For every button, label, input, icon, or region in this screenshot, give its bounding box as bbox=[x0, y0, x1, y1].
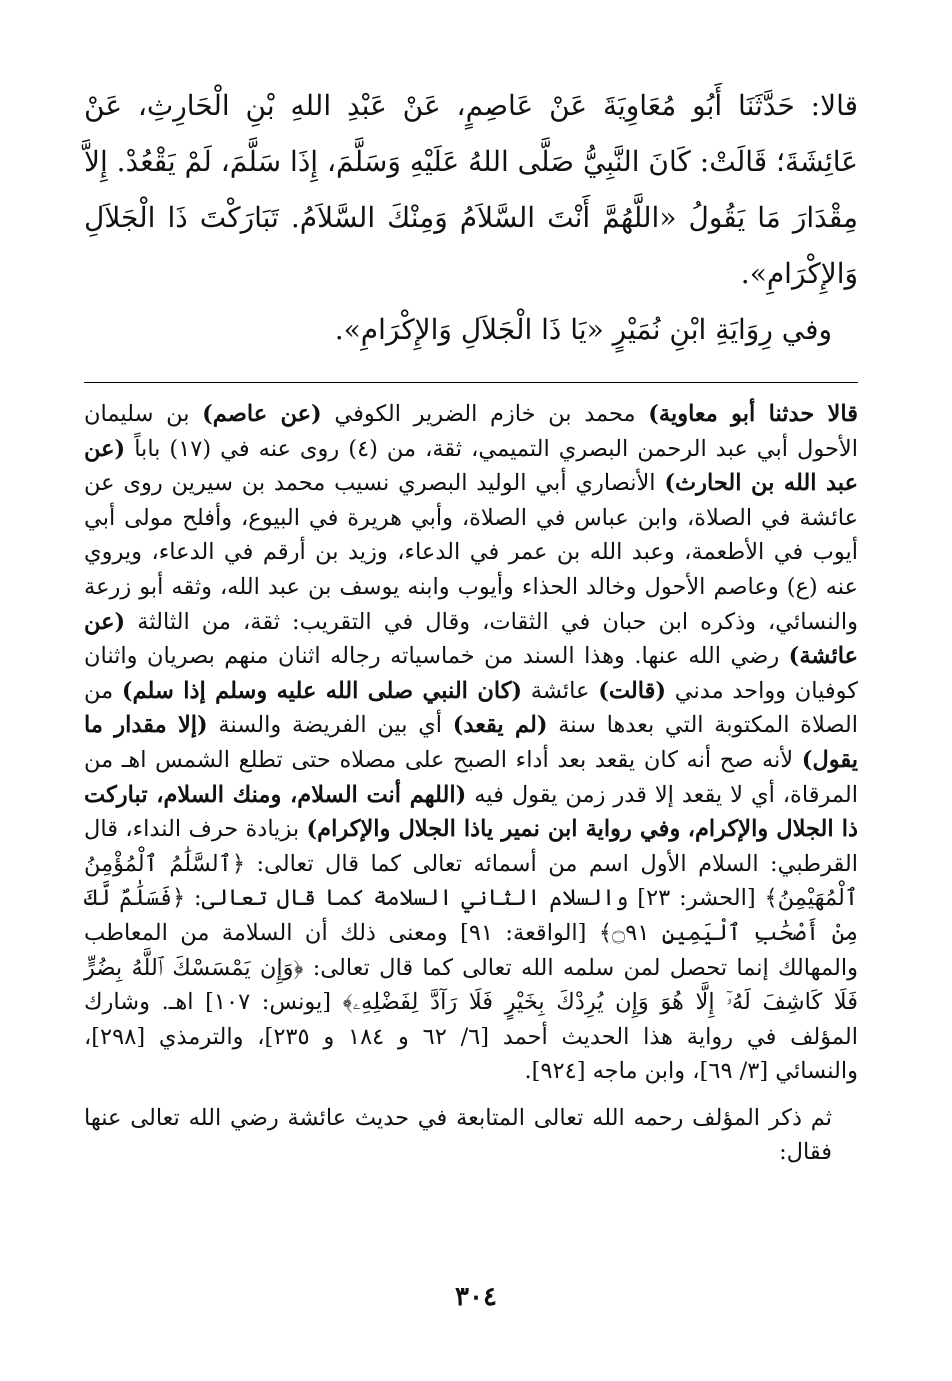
commentary-text: أي بين الفريضة والسنة bbox=[207, 712, 453, 739]
commentary-keyword: (قالت) bbox=[598, 677, 667, 704]
commentary-keyword: (إلا مقدار ما يقول) bbox=[84, 712, 858, 773]
commentary-text: عائشة bbox=[522, 677, 599, 704]
commentary-keyword: (عن عبد الله بن الحارث) bbox=[84, 435, 858, 497]
commentary-text: محمد بن خازم الضرير الكوفي bbox=[321, 401, 649, 427]
commentary-keyword: قالا حدثنا أبو معاوية) bbox=[648, 401, 858, 427]
commentary-text: من الصلاة المكتوبة التي بعدها سنة bbox=[84, 677, 858, 739]
commentary-text: الأنصاري أبي الوليد البصري نسيب محمد بن سيرين روى عن عائشة في الصلاة، وابن عباس في الصلاة، وأبي هريرة في البيوع، وأفلح مولى أبي أيوب في الأطعمة، وعبد الله بن عمر في الدعاء، وزيد بن أرقم في الدعاء، ويروي عنه (ع) وعاصم الأحول وخالد الحذاء وأيوب وابنه يوسف بن عبد الله، وثقه أبو زرعة والنسائي، وذكره ابن حبان في الثقات، وقال في التقريب: ثقة، من الثالثة bbox=[84, 470, 858, 635]
transition-paragraph: ثم ذكر المؤلف رحمه الله تعالى المتابعة في حديث عائشة رضي الله تعالى عنها فقال: bbox=[84, 1104, 832, 1166]
page-number: ٣٠٤ bbox=[455, 1282, 497, 1312]
hadith-paragraph-2: وفي رِوَايَةِ ابْنِ نُمَيْرٍ «يَا ذَا الْجَلاَلِ وَالإِكْرَامِ». bbox=[334, 313, 832, 346]
footnote-divider bbox=[84, 382, 858, 383]
hadith-paragraph-1: قالا: حَدَّثَنَا أَبُو مُعَاوِيَةَ عَنْ عَاصِمٍ، عَنْ عَبْدِ اللهِ بْنِ الْحَارِثِ، عَنْ عَائِشَةَ؛ قَالَتْ: كَانَ النَّبِيُّ صَلَّى اللهُ عَلَيْهِ وَسَلَّمَ، إِذَا سَلَّمَ، لَمْ يَقْعُدْ. إِلاَّ مِقْدَارَ مَا يَقُولُ «اللَّهُمَّ أَنْتَ السَّلاَمُ وَمِنْكَ السَّلاَمُ. تَبَارَكْتَ ذَا الْجَلاَلِ وَالإِكْرَامِ». bbox=[84, 89, 858, 290]
commentary-keyword: (لم يقعد) bbox=[452, 712, 548, 739]
commentary-keyword: (عن عاصم) bbox=[202, 401, 322, 427]
commentary-keyword: (كان النبي صلى الله عليه وسلم إذا سلم) bbox=[121, 677, 523, 704]
commentary-keyword: (اللهم أنت السلام، ومنك السلام، تباركت ذا الجلال والإكرام، bbox=[84, 781, 858, 843]
commentary-keyword: (عن عائشة) bbox=[84, 608, 858, 670]
commentary-paragraph bbox=[84, 397, 858, 1089]
hadith-text bbox=[84, 78, 858, 358]
commentary bbox=[84, 397, 858, 1170]
page-body bbox=[84, 78, 858, 1170]
commentary-text: رضي الله عنها. وهذا السند من خماسياته رجاله اثنان منهم بصريان واثنان كوفيان وواحد مدني bbox=[84, 643, 859, 704]
commentary-text: لأنه صح أنه كان يقعد بعد أداء الصبح على مصلاه حتى تطلع الشمس اهـ من المرقاة، أي لا يقعد إلا قدر زمن يقول فيه bbox=[84, 746, 858, 808]
commentary-keyword: وفي رواية ابن نمير ياذا الجلال والإكرام) bbox=[306, 816, 681, 843]
commentary-text: بزيادة حرف النداء، قال القرطبي: السلام الأول اسم من أسمائه تعالى كما قال تعالى: ﴿ٱلسَّلَٰمُ ٱلْمُؤْمِنُ ٱلْمُهَيْمِنُ﴾ [الحشر: ٢٣] والسلام الثاني السلامة كما قال تعالى: ﴿فَسَلَٰمٌ لَّكَ مِنْ أَصْحَٰبِ ٱلْيَمِينِ ۝٩١﴾ [الواقعة: ٩١] ومعنى ذلك أن السلامة من المعاطب والمهالك إنما تحصل لمن سلمه الله تعالى كما قال تعالى: ﴿وَإِن يَمْسَسْكَ ٱللَّهُ بِضُرٍّ فَلَا كَاشِفَ لَهُۥٓ إِلَّا هُوَ وَإِن يُرِدْكَ بِخَيْرٍ فَلَا رَآدَّ لِفَضْلِهِۦ﴾ [يونس: ١٠٧] اهـ. وشارك المؤلف في رواية هذا الحديث أحمد [٦/ ٦٢ و ١٨٤ و ٢٣٥]، والترمذي [٢٩٨]، والنسائي [٣/ ٦٩]، وابن ماجه [٩٢٤]. bbox=[84, 816, 859, 1085]
commentary-text: بن سليمان الأحول أبي عبد الرحمن البصري التميمي، ثقة، من (٤) روى عنه في (١٧) باباً bbox=[84, 401, 859, 462]
